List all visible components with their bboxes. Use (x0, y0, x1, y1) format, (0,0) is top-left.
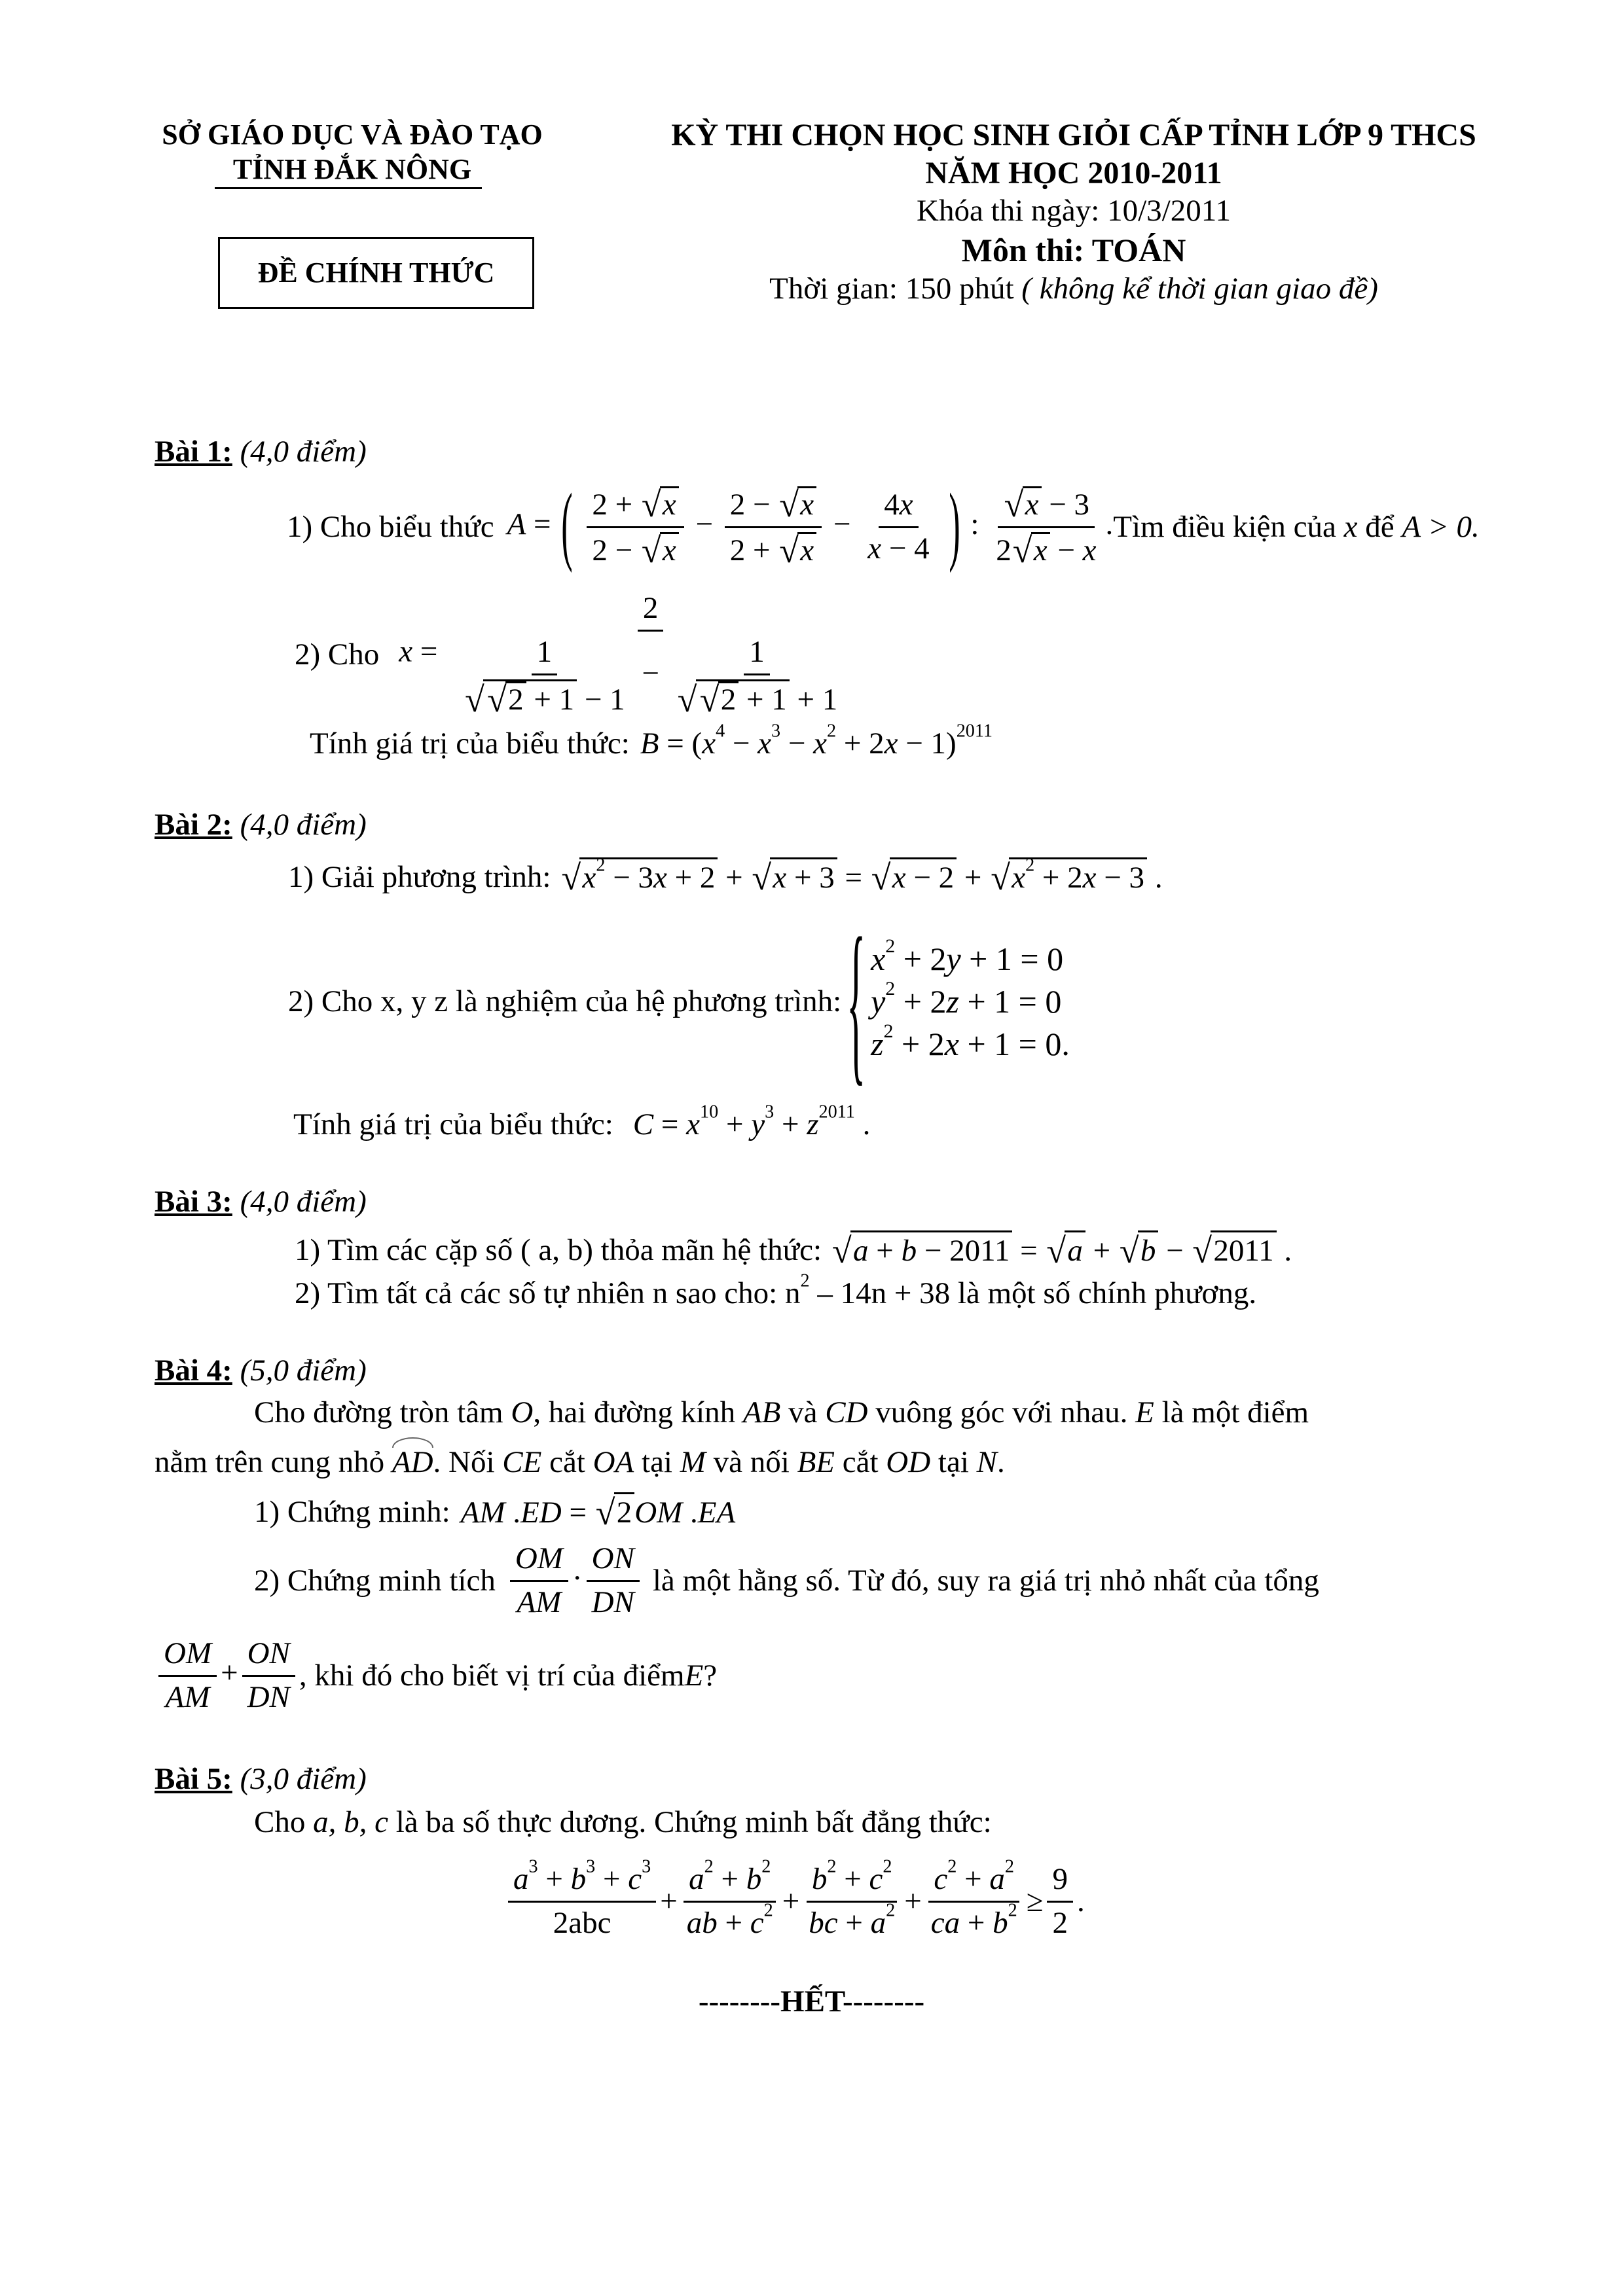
p4-text: nằm trên cung nhỏ (155, 1445, 392, 1479)
p2q2-prefix: 2) Cho x, y z là nghiệm của hệ phương trình: (288, 984, 842, 1018)
problem-2-points: (4,0 điểm) (240, 808, 367, 842)
p4-var-OA: OA (593, 1445, 634, 1479)
problem-1-points: (4,0 điểm) (240, 435, 367, 469)
department-line-1: SỞ GIÁO DỤC VÀ ĐÀO TẠO (162, 118, 543, 151)
problem-1-part-1 (287, 471, 1480, 583)
p4-var-O: O (511, 1395, 534, 1429)
p1q1-prefix: 1) Cho biểu thức (287, 509, 494, 544)
p4-arc-AD: AD (392, 1444, 433, 1480)
p4-text: , hai đường kính (533, 1395, 743, 1429)
problem-5-points: (3,0 điểm) (240, 1762, 367, 1796)
official-label: ĐỀ CHÍNH THỨC (257, 256, 495, 289)
p4-var-BE: BE (797, 1445, 835, 1479)
p4-var-AB: AB (742, 1395, 781, 1429)
time-note: ( không kể thời gian giao đề) (1021, 271, 1378, 306)
p3q1-prefix: 1) Tìm các cặp số ( a, b) thỏa mãn hệ thức: (295, 1232, 822, 1267)
p2q2-C-expression: $C = x^{10} + y^3 + z^{2011}$ . (632, 1102, 871, 1141)
problem-1-part-2 (295, 586, 856, 723)
subject: Môn thi: TOÁN (961, 231, 1186, 268)
end-marker: --------HẾT-------- (698, 1984, 925, 2018)
problem-3-heading (155, 1183, 367, 1220)
problem-2-part-2 (288, 902, 1070, 1101)
p1q1-expression: A = ( $\frac{2 + √ x}{2 - √ x}$ − $\frac{2 - √ x}{2 + √ x}$ − $\frac{4x}{x - 4}$ ) : √ $\frac{x - 3}{2√ x - x}$ . (507, 486, 1114, 567)
p5-intro-a: Cho (254, 1805, 314, 1839)
problem-2-part-1 (288, 857, 1163, 896)
problem-5-heading (155, 1761, 367, 1797)
p2q1-equation: √ $x^2 - 3x + 2$ + √ x + 3 = √ x − 2 + √ $x^2 + 2x - 3$ . (560, 857, 1162, 896)
problem-1-heading (155, 433, 367, 470)
exam-date: Khóa thi ngày: 10/3/2011 (917, 194, 1231, 228)
p1q2-B-expression: $B = (x^4 - x^3 - x^2 + 2x - 1)^{2011}$ (640, 721, 993, 761)
p4q2-product: $\frac{OM}{AM}$ · $\frac{ON}{DN}$ (506, 1542, 644, 1619)
p4-var-CE: CE (502, 1445, 542, 1479)
problem-4-part-2 (254, 1532, 1511, 1630)
p4q2-var-E: E (684, 1658, 704, 1693)
p3q2-text-a: 2) Tìm tất cả các số tự nhiên n sao cho: n (295, 1276, 801, 1310)
p4-var-E: E (1135, 1395, 1154, 1429)
problem-4-heading (155, 1352, 367, 1389)
p4q1-equation: AM .ED = √ 2OM .EA (461, 1492, 736, 1531)
p1q1-mid: để (1365, 509, 1395, 544)
p4-var-N: N (976, 1445, 998, 1479)
exam-time (563, 270, 1584, 308)
p4-text: . (997, 1445, 1005, 1479)
problem-5-intro (254, 1804, 992, 1840)
p3q2-text-b: – 14n + 38 là một số chính phương. (809, 1276, 1257, 1310)
official-stamp-box (218, 237, 534, 309)
p2q2-calc: Tính giá trị của biểu thức: (293, 1107, 613, 1141)
system-brace: { (847, 902, 866, 1101)
p4-var-OD: OD (886, 1445, 931, 1479)
p4-text: vuông góc với nhau. (867, 1395, 1136, 1429)
problem-1-part-2-calc (310, 721, 993, 762)
p2q1-prefix: 1) Giải phương trình: (288, 859, 551, 894)
p4-text: và (780, 1395, 826, 1429)
problem-4-points: (5,0 điểm) (240, 1354, 367, 1388)
problem-2-title: Bài 2: (155, 808, 232, 842)
p3q1-equation: √ a + b − 2011 = √ a + √ b − √ 2011 . (831, 1230, 1292, 1269)
p4-text: là một điểm (1154, 1395, 1309, 1429)
department-underline (215, 187, 482, 189)
p4-var-CD: CD (825, 1395, 868, 1429)
exam-title: KỲ THI CHỌN HỌC SINH GIỎI CẤP TỈNH LỚP 9 THCS (671, 118, 1476, 152)
system-of-equations: $x^2 + 2y + 1 = 0$ $y^2 + 2z + 1 = 0$ $z^2 + 2x + 1 = 0$. (871, 935, 1070, 1062)
p5-intro-vars: a, b, c (313, 1805, 388, 1839)
problem-5-inequality: $\frac{a^3 + b^3 + c^3}{\text{2abc}}$ + $\frac{a^2 + b^2}{ab + c^2}$ + $\frac{b^2 + c^2}{bc + a^2}$ + $\frac{c^2 + a^2}{ca + b^2}$ ≥ $\frac{9}{2}$ . (504, 1849, 1085, 1954)
p4-text: cắt (541, 1445, 593, 1479)
p5-intro-b: là ba số thực dương. Chứng minh bất đẳng thức: (388, 1805, 992, 1839)
problem-3-part-2 (295, 1270, 1257, 1312)
p4-text: tại (634, 1445, 680, 1479)
p4q1-prefix: 1) Chứng minh: (254, 1494, 450, 1529)
problem-4-title: Bài 4: (155, 1354, 232, 1388)
p3q2-exponent: 2 (800, 1270, 810, 1291)
p1q2-prefix: 2) Cho (295, 637, 380, 672)
problem-4-line-1 (254, 1394, 1511, 1431)
problem-3-part-1 (295, 1230, 1292, 1269)
department-line-2: TỈNH ĐẮK NÔNG (232, 152, 472, 185)
school-year: NĂM HỌC 2010-2011 (925, 155, 1222, 190)
p4-text: Cho đường tròn tâm (254, 1395, 511, 1429)
p4q2-question-mark: ? (703, 1658, 718, 1693)
p4-text: tại (930, 1445, 977, 1479)
p4q2-suffix: là một hằng số. Từ đó, suy ra giá trị nhỏ nhất của tổng (652, 1563, 1319, 1598)
department-name (149, 118, 555, 187)
problem-4-part-1 (254, 1492, 735, 1531)
p4q2-sum: $\frac{OM}{AM}$ + $\frac{ON}{DN}$ (155, 1637, 299, 1714)
time-main: Thời gian: 150 phút (769, 271, 1014, 306)
problem-4-part-2-end (155, 1626, 717, 1725)
problem-4-line-2 (155, 1444, 1005, 1480)
exam-header (563, 117, 1584, 308)
p4q2-prefix: 2) Chứng minh tích (254, 1563, 496, 1598)
p1q1-var: x (1343, 509, 1358, 544)
problem-2-heading (155, 806, 367, 843)
p4q2-end: , khi đó cho biết vị trí của điểm (299, 1658, 685, 1693)
problem-2-part-2-calc (293, 1102, 871, 1143)
problem-1-title: Bài 1: (155, 435, 232, 469)
p4-text: . Nối (433, 1445, 503, 1479)
p1q1-condition: A > 0. (1402, 509, 1480, 544)
problem-3-points: (4,0 điểm) (240, 1185, 367, 1219)
p4-var-M: M (680, 1445, 706, 1479)
p1q1-suffix: Tìm điều kiện của (1113, 509, 1336, 544)
p1q2-expression: x = 2 1 √ √ 2 + 1 − 1 − 1 √ √ 2 + 1 + 1 (399, 592, 856, 717)
p4-text: và nối (705, 1445, 797, 1479)
problem-3-title: Bài 3: (155, 1185, 232, 1219)
p4-text: cắt (835, 1445, 886, 1479)
p1q2-calc: Tính giá trị của biểu thức: (310, 726, 630, 761)
problem-5-title: Bài 5: (155, 1762, 232, 1796)
